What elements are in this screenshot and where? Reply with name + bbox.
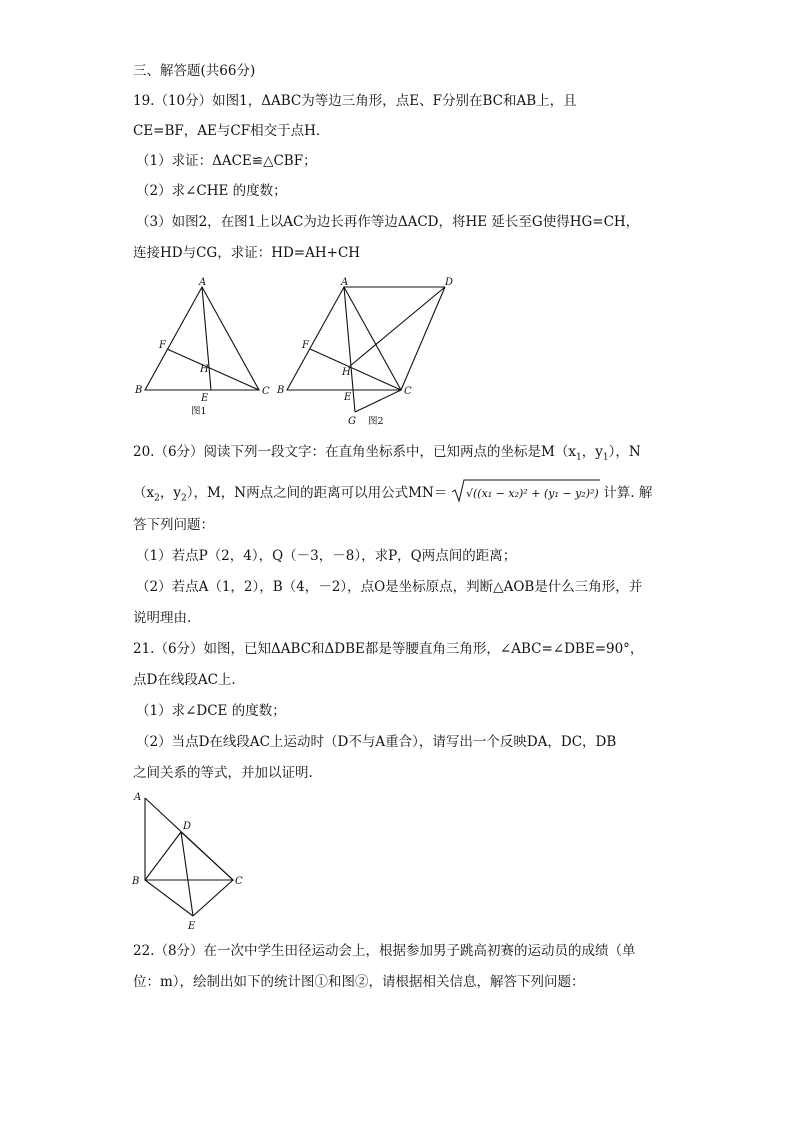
label-d: D xyxy=(183,821,192,832)
label-h: H xyxy=(200,364,209,375)
section-title: 三、解答题(共66分) xyxy=(133,63,256,79)
formula-text: √((x₁ − x₂)² + (y₁ − y₂)²) xyxy=(466,487,599,500)
q20-part2: （2）若点A（1，2），B（4，－2），点O是坐标原点，判断△AOB是什么三角形，并 xyxy=(136,579,643,595)
segment-ce xyxy=(193,880,233,916)
figure1-caption: 图1 xyxy=(191,406,207,417)
q19-figure2 xyxy=(272,274,462,434)
label-a: A xyxy=(134,792,142,803)
q19-part1: （1）求证：ΔACE≌△CBF； xyxy=(136,153,317,169)
q19-part3: （3）如图2，在图1上以AC为边长再作等边ΔACD，将HE 延长至G使得HG=CH， xyxy=(136,214,640,230)
segment-dc xyxy=(181,832,233,880)
q21-part1: （1）求∠DCE 的度数； xyxy=(136,703,286,719)
label-b: B xyxy=(132,876,140,887)
label-b: B xyxy=(277,385,285,396)
label-a: A xyxy=(199,277,207,288)
segment-cf xyxy=(310,349,401,390)
segment-cf xyxy=(167,349,259,390)
label-g: G xyxy=(348,416,356,427)
label-e: E xyxy=(188,921,196,932)
segment-cg xyxy=(355,390,401,412)
q21-part2-cont: 之间关系的等式，并加以证明. xyxy=(133,765,313,781)
q19-figure1 xyxy=(128,274,278,420)
q19-part2: （2）求∠CHE 的度数； xyxy=(136,183,287,199)
q20-line2 xyxy=(133,478,652,509)
label-c: C xyxy=(235,876,243,887)
q20-line2-a: （x xyxy=(133,485,155,501)
formula-render xyxy=(450,478,600,504)
label-h: H xyxy=(342,367,351,378)
q21-figure xyxy=(126,786,256,934)
q22-line1: 22.（8分）在一次中学生田径运动会上，根据参加男子跳高初赛的运动员的成绩（单 xyxy=(133,943,636,959)
q19-line1: 19.（10分）如图1，ΔABC为等边三角形，点E、F分别在BC和AB上，且 xyxy=(133,93,577,109)
segment-de xyxy=(181,832,193,916)
segment-bd xyxy=(145,832,181,880)
label-b: B xyxy=(135,385,143,396)
q20-line1 xyxy=(133,443,641,467)
segment-be xyxy=(145,880,193,916)
segment-hd xyxy=(350,287,445,366)
q21-line2: 点D在线段AC上. xyxy=(133,672,236,688)
q20-line2-c: ），M，N两点之间的距离可以用公式MN＝ xyxy=(186,485,448,501)
label-e: E xyxy=(201,393,209,404)
label-f: F xyxy=(159,340,166,351)
q20-line1-c: ），N xyxy=(608,444,641,460)
q20-line1-b: ，y xyxy=(581,444,603,460)
label-d: D xyxy=(445,277,454,288)
segment-dc xyxy=(401,287,445,390)
label-c: C xyxy=(262,386,270,397)
q22-line2: 位：m），绘制出如下的统计图①和图②，请根据相关信息，解答下列问题： xyxy=(133,974,585,990)
q20-line2-sub2: 2 xyxy=(181,493,187,504)
q20-line1-sub2: 1 xyxy=(602,452,609,463)
q20-line2-d: 计算. 解 xyxy=(603,485,653,501)
distance-formula xyxy=(450,478,600,509)
q20-line2-sub1: 2 xyxy=(154,493,160,504)
q20-line2-b: ，y xyxy=(159,485,181,501)
label-c: C xyxy=(404,386,412,397)
q20-line1-a: 20.（6分）阅读下列一段文字：在直角坐标系中，已知两点的坐标是M（x xyxy=(133,444,576,460)
q20-part1: （1）若点P（2，4），Q（－3，－8），求P，Q两点间的距离； xyxy=(136,548,517,564)
q19-part3-cont: 连接HD与CG，求证：HD=AH+CH xyxy=(133,245,361,261)
label-a: A xyxy=(341,277,349,288)
label-e: E xyxy=(344,392,352,403)
q21-line1: 21.（6分）如图，已知ΔABC和ΔDBE都是等腰直角三角形，∠ABC=∠DBE=90°， xyxy=(133,641,644,657)
q20-line1-sub1: 1 xyxy=(576,452,582,463)
q19-line2: CE=BF，AE与CF相交于点H. xyxy=(133,123,321,139)
q20-part2-cont: 说明理由. xyxy=(133,610,192,626)
label-f: F xyxy=(302,340,309,351)
figure2-caption: 图2 xyxy=(368,416,384,427)
q20-line3: 答下列问题： xyxy=(133,517,214,533)
q21-part2: （2）当点D在线段AC上运动时（D不与A重合），请写出一个反映DA，DC，DB xyxy=(136,734,617,750)
